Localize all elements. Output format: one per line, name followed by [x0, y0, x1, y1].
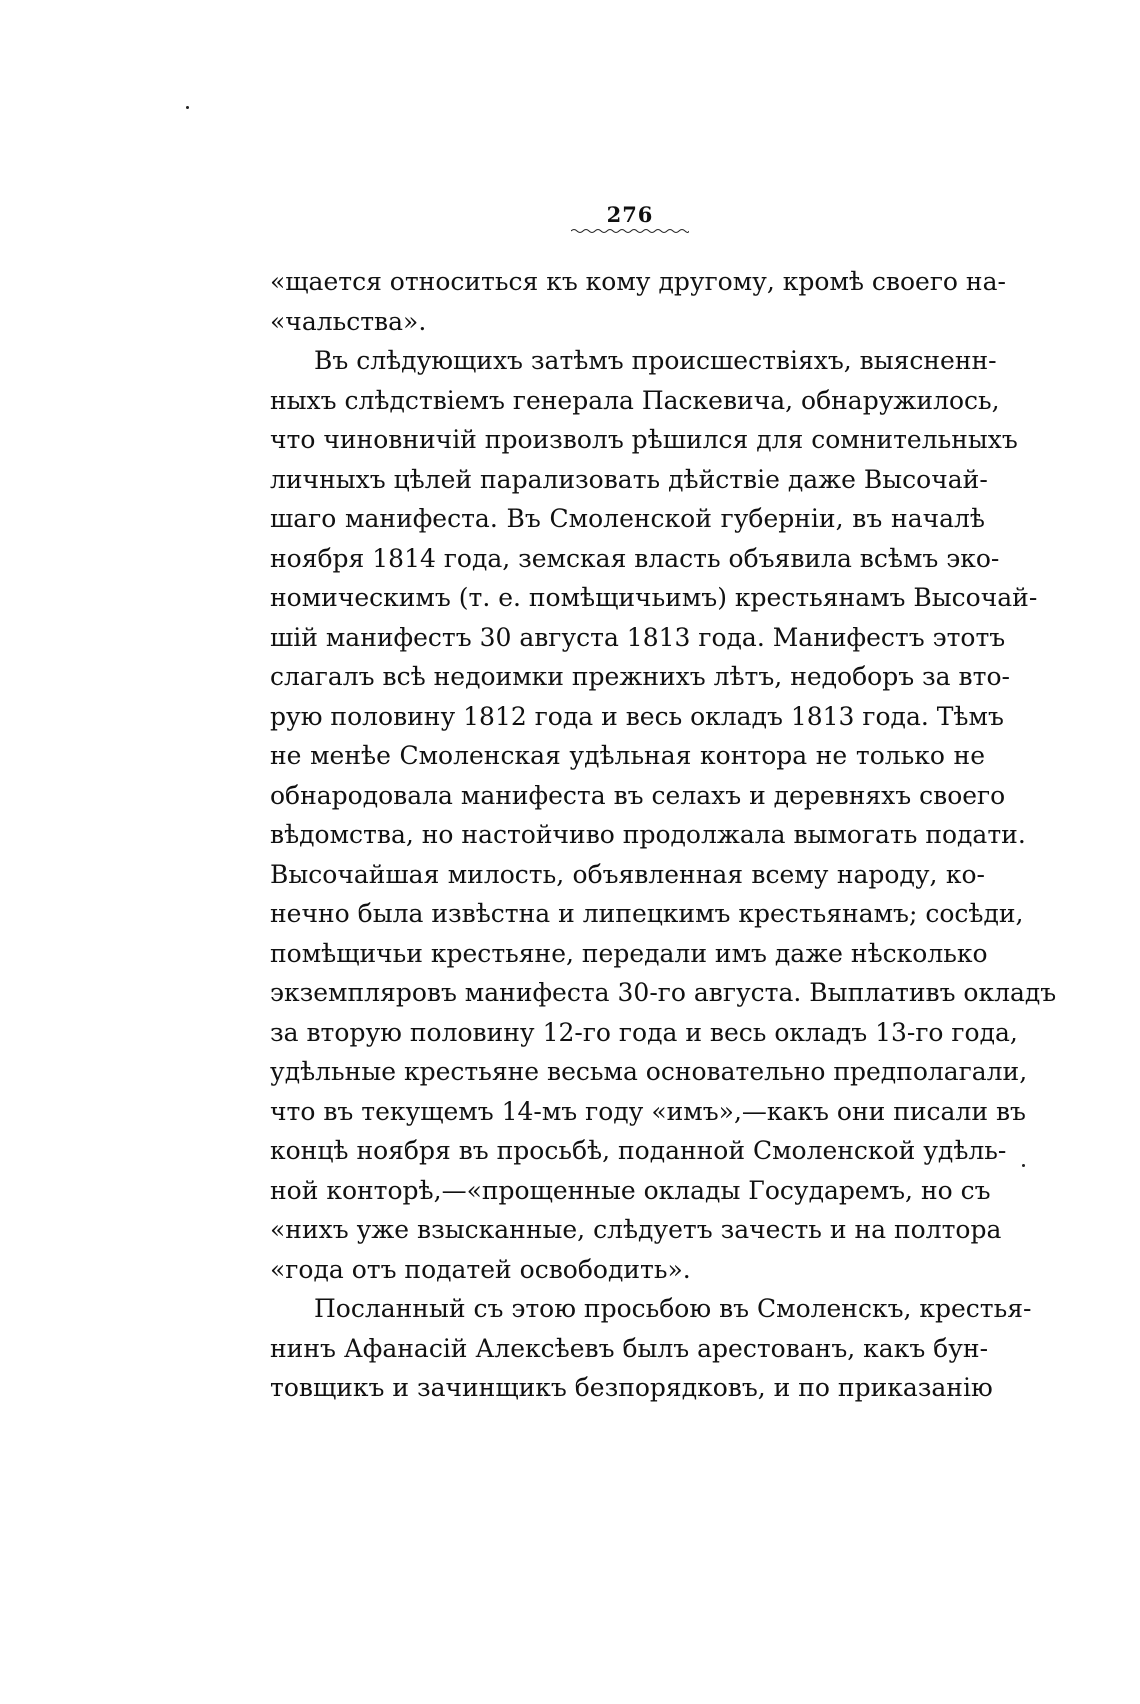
text-line: экземпляровъ манифеста 30-го августа. Выплативъ окладъ	[270, 978, 1057, 1007]
body-text	[270, 262, 1057, 1408]
text-line: шій манифестъ 30 августа 1813 года. Манифестъ этотъ	[270, 622, 1006, 652]
ink-speck	[186, 106, 189, 109]
text-line: не менѣе Смоленская удѣльная контора не только не	[270, 741, 985, 770]
text-line: концѣ ноября въ просьбѣ, поданной Смоленской удѣль-	[270, 1136, 1007, 1165]
ink-speck	[1022, 1164, 1025, 1167]
page-header	[560, 202, 700, 234]
text-line: товщикъ и зачинщикъ безпорядковъ, и по приказанію	[270, 1373, 993, 1402]
text-line: Въ слѣдующихъ затѣмъ происшествіяхъ, выясненн-	[314, 346, 997, 375]
text-line: шаго манифеста. Въ Смоленской губерніи, въ началѣ	[270, 504, 985, 533]
text-line: личныхъ цѣлей парализовать дѣйствіе даже Высочай-	[270, 464, 988, 494]
text-line: «чальства».	[270, 306, 427, 336]
text-line: «года отъ податей освободить».	[270, 1254, 691, 1284]
text-line: вѣдомства, но настойчиво продолжала вымогать подати.	[270, 820, 1026, 849]
text-line: Высочайшая милость, объявленная всему народу, ко-	[270, 859, 985, 889]
text-line: ной конторѣ,—«прощенные оклады Государемъ, но съ	[270, 1175, 991, 1205]
text-line: слагалъ всѣ недоимки прежнихъ лѣтъ, недоборъ за вто-	[270, 662, 1010, 691]
text-line: что чиновничій произволъ рѣшился для сомнительныхъ	[270, 425, 1018, 454]
page-number: 276	[606, 202, 654, 227]
decorative-wavy-rule-icon	[571, 228, 689, 234]
text-line: ныхъ слѣдствіемъ генерала Паскевича, обнаружилось,	[270, 385, 1000, 415]
text-line: удѣльные крестьяне весьма основательно предполагали,	[270, 1057, 1028, 1086]
text-line: обнародовала манифеста въ селахъ и деревняхъ своего	[270, 780, 1006, 810]
text-line: помѣщичьи крестьяне, передали имъ даже нѣсколько	[270, 938, 988, 968]
text-line: «щается относиться къ кому другому, кромѣ своего на-	[270, 267, 1006, 296]
text-line: ноября 1814 года, земская власть объявила всѣмъ эко-	[270, 543, 1000, 573]
text-line: нинъ Афанасій Алексѣевъ былъ арестованъ, какъ бун-	[270, 1333, 989, 1363]
text-line: «нихъ уже взысканные, слѣдуетъ зачесть и на полтора	[270, 1215, 1002, 1244]
text-line: номическимъ (т. е. помѣщичьимъ) крестьянамъ Высочай-	[270, 583, 1038, 612]
text-line: что въ текущемъ 14-мъ году «имъ»,—какъ они писали въ	[270, 1096, 1026, 1126]
text-line: нечно была извѣстна и липецкимъ крестьянамъ; сосѣди,	[270, 899, 1024, 928]
text-line: Посланный съ этою просьбою въ Смоленскъ, крестья-	[314, 1294, 1032, 1323]
text-line: за вторую половину 12-го года и весь окладъ 13-го года,	[270, 1017, 1018, 1047]
text-line: рую половину 1812 года и весь окладъ 1813 года. Тѣмъ	[270, 701, 1004, 731]
